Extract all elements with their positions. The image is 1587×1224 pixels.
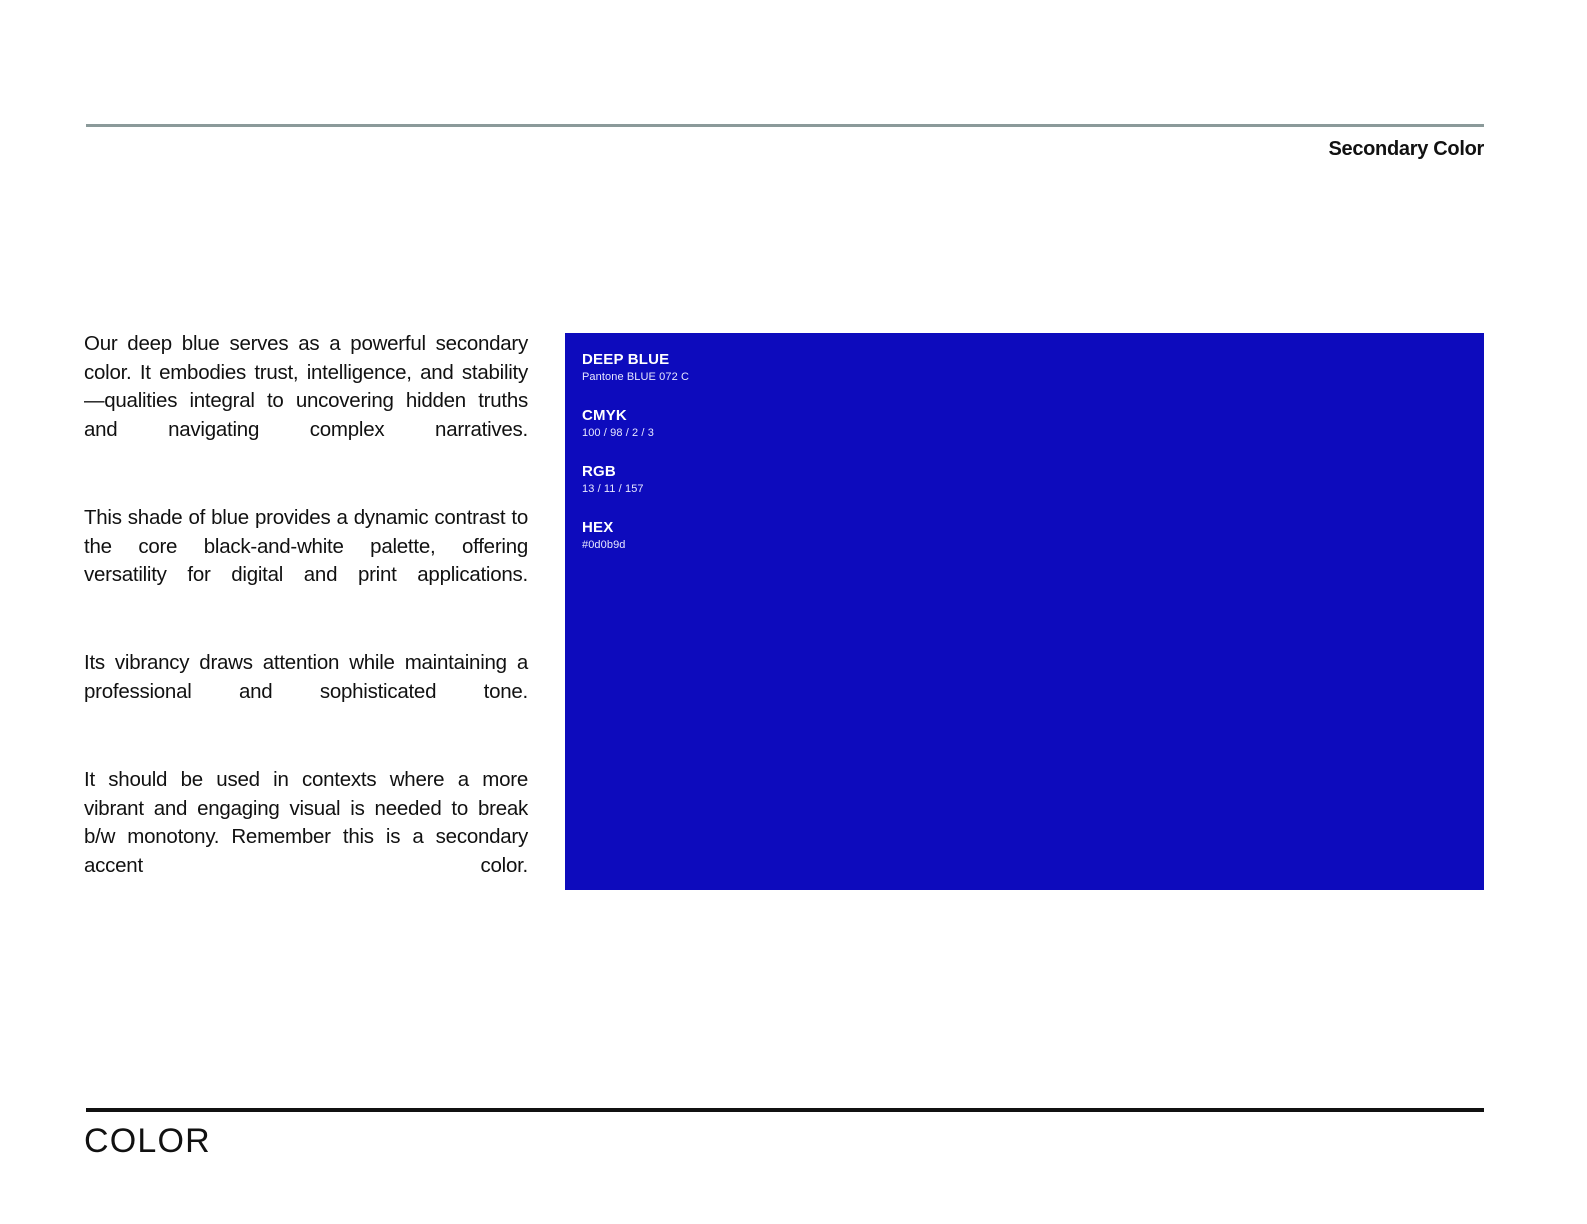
hex-value: #0d0b9d [582,539,626,551]
footer-divider [86,1108,1484,1112]
color-name-block [582,350,689,385]
cmyk-block [582,406,689,441]
color-swatch [565,333,1484,890]
description-paragraph: It should be used in contexts where a more vibrant and engaging visual is needed to break b/w monotony. Remember this is a secondary accent color. [84,768,528,877]
description-column [84,330,528,909]
description-paragraph: This shade of blue provides a dynamic contrast to the core black-and-white palette, offering versatility for digital and print applications. [84,505,528,587]
color-name: DEEP BLUE [582,351,670,368]
footer-section-label: COLOR [84,1122,211,1160]
color-pantone-value: Pantone BLUE 072 C [582,371,689,383]
rgb-label: RGB [582,463,616,480]
page-title: Secondary Color [1328,138,1484,160]
cmyk-label: CMYK [582,407,627,424]
rgb-value: 13 / 11 / 157 [582,483,644,495]
cmyk-value: 100 / 98 / 2 / 3 [582,427,654,439]
description-paragraph: Our deep blue serves as a powerful secondary color. It embodies trust, intelligence, and stability—qualities integral to uncovering hidden truths and navigating complex narratives. [84,332,528,441]
hex-block [582,518,689,553]
hex-label: HEX [582,519,614,536]
color-swatch-specs [582,350,689,553]
rgb-block [582,462,689,497]
description-paragraph: Its vibrancy draws attention while maintaining a professional and sophisticated tone. [84,651,528,703]
header-divider [86,124,1484,127]
